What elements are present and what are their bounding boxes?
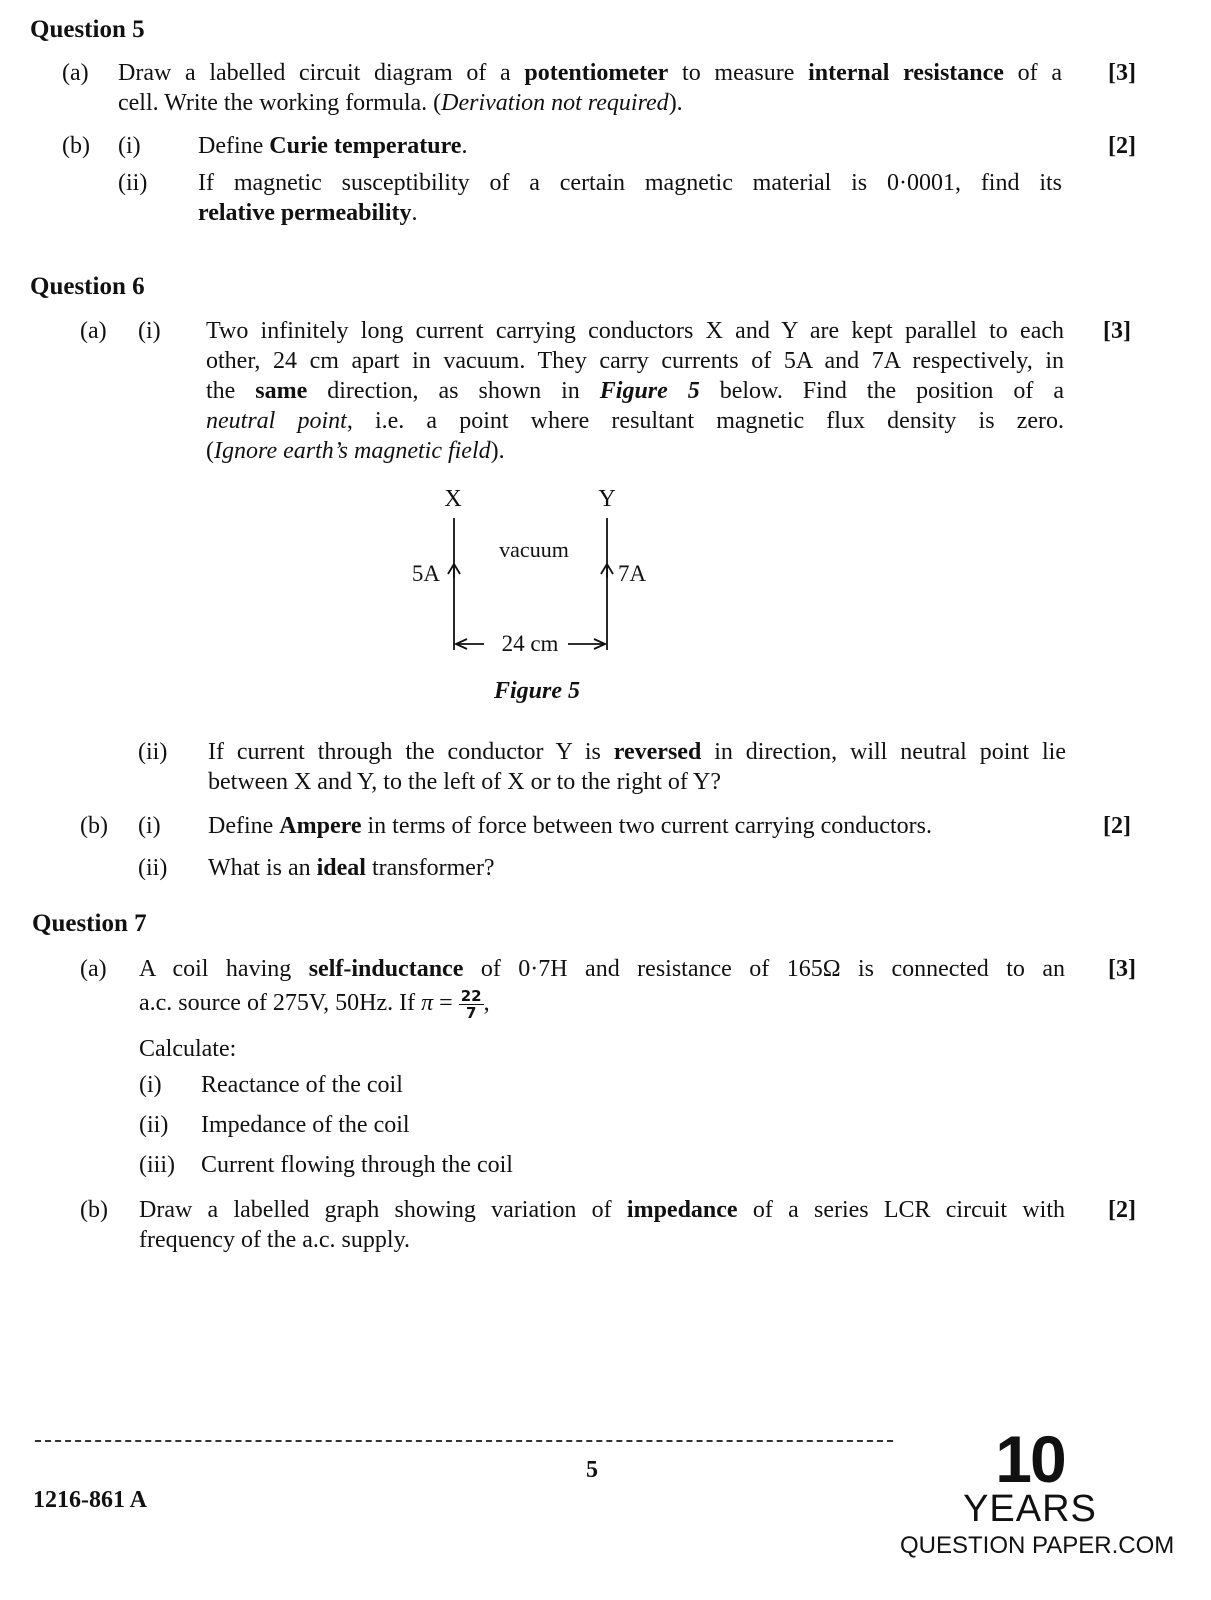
q6a-i-line-4: neutral point, i.e. a point where resultant magnetic flux density is zero. [206,408,1064,434]
current-x-label: 5A [411,561,440,586]
distance-label: 24 cm [501,631,559,656]
q6b-i-label: (i) [138,813,161,839]
q5a-label: (a) [62,60,89,86]
q5b-ii-label: (ii) [118,170,148,196]
q5b-label: (b) [62,133,90,159]
medium-label: vacuum [499,537,569,562]
pi-fraction: $\frac{22}{7}$ [460,987,482,1022]
q7a-line-2: a.c. source of 275V, 50Hz. If π = $\frac{22}{7}$ , [139,987,490,1022]
figure-5-caption: Figure 5 [493,678,581,704]
q7a-item-2-label: (ii) [139,1112,169,1138]
q5a-line-2: cell. Write the working formula. (Derivation not required). [118,90,683,116]
q7a-marks: [3] [1108,956,1136,982]
question-7-heading: Question 7 [32,910,147,937]
figure-5-diagram [380,478,700,708]
current-y-label: 7A [618,561,647,586]
q6a-i-line-3: the same direction, as shown in Figure 5 below. Find the position of a [206,378,1065,404]
q5a-marks: [3] [1108,60,1136,86]
q6b-marks: [2] [1103,813,1131,839]
q7a-item-1-label: (i) [139,1072,162,1098]
q6b-ii-text: What is an ideal transformer? [208,855,495,881]
paper-code: 1216-861 A [33,1487,147,1513]
q5a-line-1: Draw a labelled circuit diagram of a potentiometer to measure internal resistance of a [118,60,1062,86]
q5b-ii-line-2: relative permeability. [198,200,418,226]
question-5-heading: Question 5 [30,16,145,43]
q6b-i-text: Define Ampere in terms of force between two current carrying conductors. [208,813,932,839]
page-number: 5 [586,1457,598,1483]
q7b-line-2: frequency of the a.c. supply. [139,1227,411,1253]
logo-number: 10 [995,1422,1065,1496]
q6a-i-line-1: Two infinitely long current carrying conductors X and Y are kept parallel to each [206,318,1064,344]
current-y-arrow [601,564,613,578]
q7a-item-2-text: Impedance of the coil [201,1112,410,1138]
q5b-i-label: (i) [118,133,141,159]
q7b-marks: [2] [1108,1197,1136,1223]
q6a-i-line-5: (Ignore earth’s magnetic field). [206,438,505,464]
q7a-item-1-text: Reactance of the coil [201,1072,403,1098]
q7b-label: (b) [80,1197,108,1223]
q5b-ii-line-1: If magnetic susceptibility of a certain magnetic material is 0·0001, find its [198,170,1062,196]
q6a-marks: [3] [1103,318,1131,344]
q5b-i-text: Define Curie temperature. [198,133,468,159]
conductor-y-label: Y [598,486,616,512]
site-logo [900,1422,1175,1560]
q6a-i-line-2: other, 24 cm apart in vacuum. They carry currents of 5A and 7A respectively, in [206,348,1064,374]
current-x-arrow [448,564,460,578]
q6a-i-label: (i) [138,318,161,344]
q7a-calculate: Calculate: [139,1036,237,1062]
question-6-heading: Question 6 [30,273,145,300]
q6b-label: (b) [80,813,108,839]
q7b-line-1: Draw a labelled graph showing variation of impedance of a series LCR circuit with [139,1197,1065,1223]
q6a-label: (a) [80,318,107,344]
q6b-ii-label: (ii) [138,855,168,881]
q7a-item-3-text: Current flowing through the coil [201,1152,513,1178]
q7a-line-1: A coil having self-inductance of 0·7H and resistance of 165Ω is connected to an [139,956,1065,982]
q6a-ii-line-2: between X and Y, to the left of X or to the right of Y? [208,769,721,795]
logo-site: QUESTION PAPER.COM [900,1532,1175,1559]
q7a-item-3-label: (iii) [139,1152,175,1178]
q6a-ii-line-1: If current through the conductor Y is reversed in direction, will neutral point lie [208,739,1066,765]
q7a-label: (a) [80,956,107,982]
footer-dashed-rule [35,1440,893,1442]
conductor-x-label: X [444,486,462,512]
q6a-ii-label: (ii) [138,739,168,765]
logo-word: YEARS [963,1488,1097,1530]
q5b-marks: [2] [1108,133,1136,159]
